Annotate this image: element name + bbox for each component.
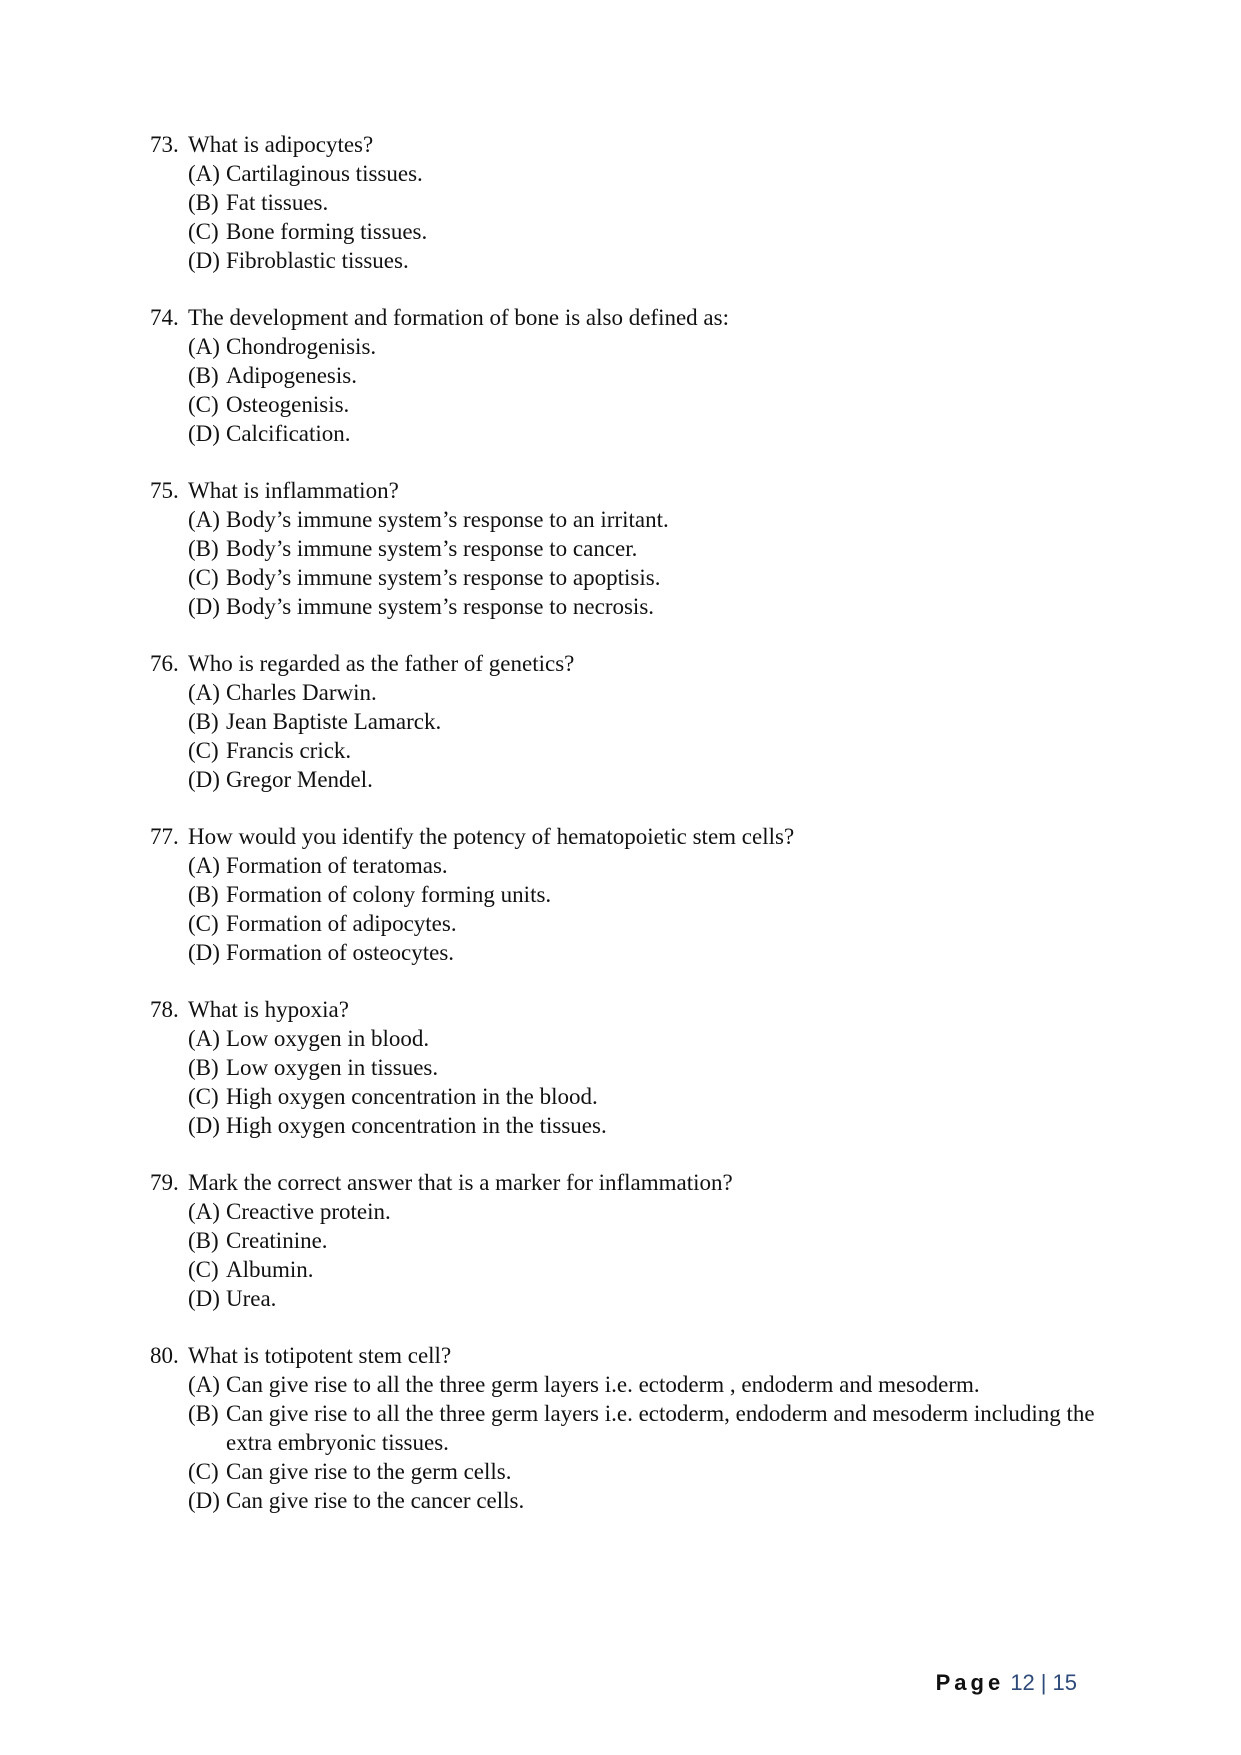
option-c	[150, 1082, 1110, 1111]
option-a	[150, 678, 1110, 707]
option-text: Body’s immune system’s response to cancer.	[226, 536, 638, 561]
option-letter: (C)	[188, 219, 219, 244]
question-73	[150, 130, 1110, 275]
option-d	[150, 592, 1110, 621]
option-text: Albumin.	[226, 1257, 314, 1282]
option-text: Calcification.	[226, 421, 351, 446]
question-number: 77.	[150, 824, 179, 849]
option-a	[150, 332, 1110, 361]
option-letter: (B)	[188, 190, 219, 215]
option-letter: (B)	[188, 363, 219, 388]
option-b	[150, 361, 1110, 390]
option-c	[150, 390, 1110, 419]
option-c	[150, 1457, 1110, 1486]
page-label: Page	[935, 1670, 1005, 1695]
option-letter: (A)	[188, 1372, 220, 1397]
option-letter: (D)	[188, 940, 220, 965]
option-letter: (A)	[188, 1026, 220, 1051]
question-text: The development and formation of bone is also defined as:	[188, 305, 729, 330]
question-75	[150, 476, 1110, 621]
option-text: Formation of adipocytes.	[226, 911, 457, 936]
option-letter: (D)	[188, 1286, 220, 1311]
question-text: What is adipocytes?	[188, 132, 374, 157]
question-text: How would you identify the potency of hematopoietic stem cells?	[188, 824, 795, 849]
option-text: Can give rise to the cancer cells.	[226, 1488, 525, 1513]
option-text: Formation of osteocytes.	[226, 940, 455, 965]
question-text: What is inflammation?	[188, 478, 399, 503]
option-letter: (B)	[188, 1228, 219, 1253]
question-77	[150, 822, 1110, 967]
option-d	[150, 1486, 1110, 1515]
option-c	[150, 909, 1110, 938]
option-text: Formation of colony forming units.	[226, 882, 552, 907]
question-number: 75.	[150, 478, 179, 503]
option-text: Urea.	[226, 1286, 277, 1311]
option-letter: (C)	[188, 1257, 219, 1282]
question-number: 73.	[150, 132, 179, 157]
option-letter: (D)	[188, 1113, 220, 1138]
option-letter: (B)	[188, 709, 219, 734]
option-text: Osteogenisis.	[226, 392, 350, 417]
option-letter: (A)	[188, 507, 220, 532]
option-text: High oxygen concentration in the tissues.	[226, 1113, 607, 1138]
option-letter: (B)	[188, 882, 219, 907]
option-text: Francis crick.	[226, 738, 352, 763]
option-letter: (D)	[188, 594, 220, 619]
page-footer	[936, 1670, 1077, 1696]
option-b	[150, 534, 1110, 563]
option-letter: (B)	[188, 1055, 219, 1080]
option-letter: (B)	[188, 536, 219, 561]
option-text: Gregor Mendel.	[226, 767, 373, 792]
option-text: Cartilaginous tissues.	[226, 161, 423, 186]
option-a	[150, 851, 1110, 880]
option-text: Fat tissues.	[226, 190, 329, 215]
question-number: 78.	[150, 997, 179, 1022]
option-text: Bone forming tissues.	[226, 219, 428, 244]
option-letter: (A)	[188, 680, 220, 705]
question-number: 74.	[150, 305, 179, 330]
option-a	[150, 1024, 1110, 1053]
option-text: Can give rise to the germ cells.	[226, 1459, 512, 1484]
option-letter: (A)	[188, 334, 220, 359]
option-b	[150, 188, 1110, 217]
option-text: Creactive protein.	[226, 1199, 391, 1224]
page-separator: |	[1040, 1670, 1047, 1695]
option-letter: (C)	[188, 738, 219, 763]
option-text: Low oxygen in tissues.	[226, 1055, 439, 1080]
option-text: Fibroblastic tissues.	[226, 248, 409, 273]
option-letter: (D)	[188, 767, 220, 792]
option-b	[150, 1226, 1110, 1255]
option-text: Jean Baptiste Lamarck.	[226, 709, 442, 734]
question-number: 79.	[150, 1170, 179, 1195]
option-letter: (C)	[188, 392, 219, 417]
option-b	[150, 880, 1110, 909]
option-b	[150, 707, 1110, 736]
option-a	[150, 1197, 1110, 1226]
option-text: Chondrogenisis.	[226, 334, 377, 359]
option-letter: (B)	[188, 1401, 219, 1426]
option-text: Can give rise to all the three germ layers i.e. ectoderm , endoderm and mesoderm.	[226, 1372, 980, 1397]
option-d	[150, 938, 1110, 967]
question-number: 80.	[150, 1343, 179, 1368]
option-a	[150, 505, 1110, 534]
question-74	[150, 303, 1110, 448]
question-76	[150, 649, 1110, 794]
question-text: Mark the correct answer that is a marker for inflammation?	[188, 1170, 733, 1195]
option-text: Body’s immune system’s response to necrosis.	[226, 594, 655, 619]
question-number: 76.	[150, 651, 179, 676]
option-a	[150, 159, 1110, 188]
option-b	[150, 1053, 1110, 1082]
option-text: Body’s immune system’s response to apoptisis.	[226, 565, 661, 590]
option-text: Charles Darwin.	[226, 680, 377, 705]
option-letter: (C)	[188, 1459, 219, 1484]
option-text: Creatinine.	[226, 1228, 328, 1253]
option-letter: (D)	[188, 1488, 220, 1513]
current-page-number: 12	[1010, 1670, 1035, 1695]
option-c	[150, 217, 1110, 246]
option-d	[150, 765, 1110, 794]
option-d	[150, 246, 1110, 275]
option-d	[150, 419, 1110, 448]
option-letter: (A)	[188, 1199, 220, 1224]
question-text: What is hypoxia?	[188, 997, 349, 1022]
option-text: High oxygen concentration in the blood.	[226, 1084, 598, 1109]
question-list	[150, 130, 1110, 1543]
option-b	[150, 1399, 1110, 1457]
total-pages-number: 15	[1052, 1670, 1077, 1695]
option-c	[150, 1255, 1110, 1284]
option-letter: (C)	[188, 565, 219, 590]
option-text: Can give rise to all the three germ layers i.e. ectoderm, endoderm and mesoderm including the extra embryonic tissues.	[226, 1401, 1095, 1455]
question-80	[150, 1341, 1110, 1515]
question-78	[150, 995, 1110, 1140]
option-letter: (C)	[188, 911, 219, 936]
option-letter: (A)	[188, 161, 220, 186]
option-c	[150, 563, 1110, 592]
option-c	[150, 736, 1110, 765]
question-79	[150, 1168, 1110, 1313]
option-d	[150, 1284, 1110, 1313]
option-letter: (A)	[188, 853, 220, 878]
option-text: Low oxygen in blood.	[226, 1026, 430, 1051]
option-text: Adipogenesis.	[226, 363, 357, 388]
option-letter: (C)	[188, 1084, 219, 1109]
option-d	[150, 1111, 1110, 1140]
question-text: What is totipotent stem cell?	[188, 1343, 452, 1368]
option-letter: (D)	[188, 248, 220, 273]
option-text: Formation of teratomas.	[226, 853, 448, 878]
option-letter: (D)	[188, 421, 220, 446]
option-text: Body’s immune system’s response to an irritant.	[226, 507, 669, 532]
question-text: Who is regarded as the father of genetics?	[188, 651, 575, 676]
option-a	[150, 1370, 1110, 1399]
